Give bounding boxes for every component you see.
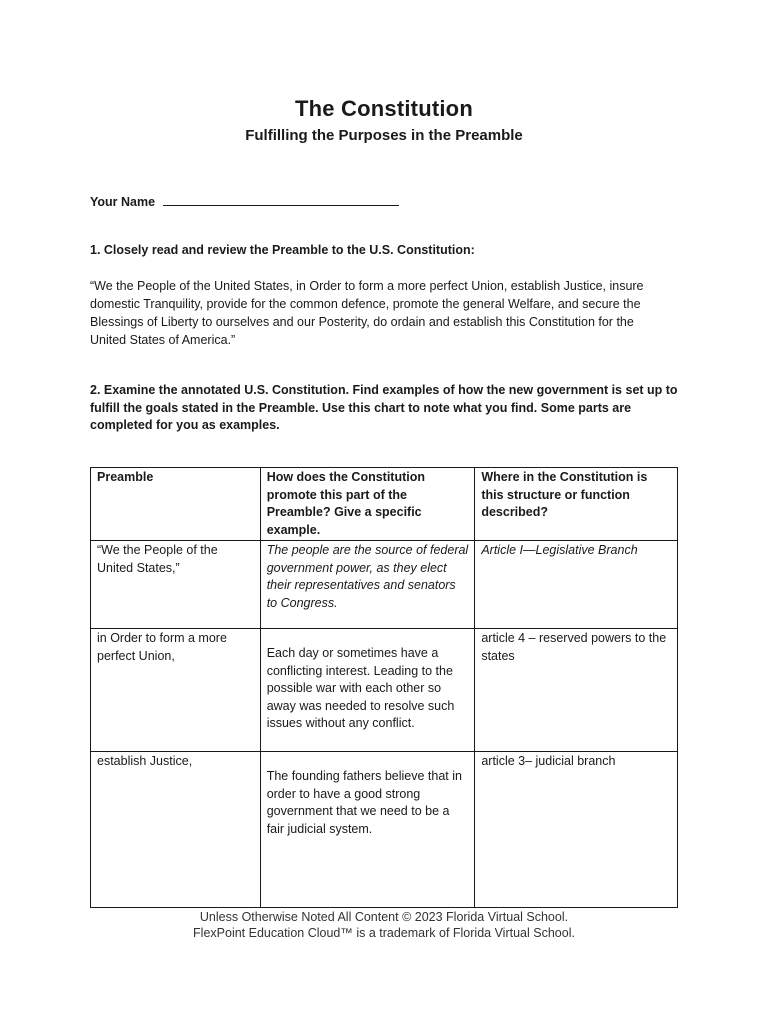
cell-preamble: in Order to form a more perfect Union, [91,629,261,752]
cell-where[interactable]: article 3– judicial branch [475,752,678,908]
table-row [91,629,678,752]
cell-how-container[interactable] [260,629,475,752]
header-where: Where in the Constitution is this structure or function described? [475,468,678,541]
cell-where[interactable]: article 4 – reserved powers to the states [475,629,678,752]
footer [0,909,768,941]
cell-how[interactable]: The founding fathers believe that in order to have a good strong government that we need to be a fair judicial system. [266,769,462,836]
name-label: Your Name [90,195,156,209]
preamble-chart-table [90,467,678,908]
cell-preamble: “We the People of the United States,” [91,541,261,629]
header-how: How does the Constitution promote this part of the Preamble? Give a specific example. [260,468,475,541]
cell-how[interactable]: Each day or sometimes have a conflicting interest. Leading to the possible war with each other so away was needed to resolve such issues without any conflict. [266,646,455,730]
table-row [91,541,678,629]
question-1-prompt: 1. Closely read and review the Preamble to the U.S. Constitution: [90,243,475,257]
cell-how: The people are the source of federal government power, as they elect their representatives and senators to Congress. [260,541,475,629]
table-row [91,752,678,908]
page-subtitle: Fulfilling the Purposes in the Preamble [245,127,523,144]
page-title: The Constitution [295,96,473,121]
name-input-line[interactable] [163,191,399,206]
name-field-row [90,191,399,209]
table-header-row [91,468,678,541]
cell-where: Article I—Legislative Branch [475,541,678,629]
footer-copyright: Unless Otherwise Noted All Content © 2023 Florida Virtual School. [199,910,569,924]
header-preamble: Preamble [91,468,261,541]
preamble-quote: “We the People of the United States, in Order to form a more perfect Union, establish Justice, insure domestic Tranquility, provide for the common defence, promote the general Welfare, and secure the Blessings of Liberty to ourselves and our Posterity, do ordain and establish this Constitution for the United States of America.” [90,279,644,347]
question-2-prompt: 2. Examine the annotated U.S. Constitution. Find examples of how the new government is set up to fulfill the goals stated in the Preamble. Use this chart to note what you find. Some parts are completed for you as examples. [90,383,678,432]
cell-how-container[interactable] [260,752,475,908]
cell-preamble: establish Justice, [91,752,261,908]
footer-trademark: FlexPoint Education Cloud™ is a trademark of Florida Virtual School. [193,926,575,940]
